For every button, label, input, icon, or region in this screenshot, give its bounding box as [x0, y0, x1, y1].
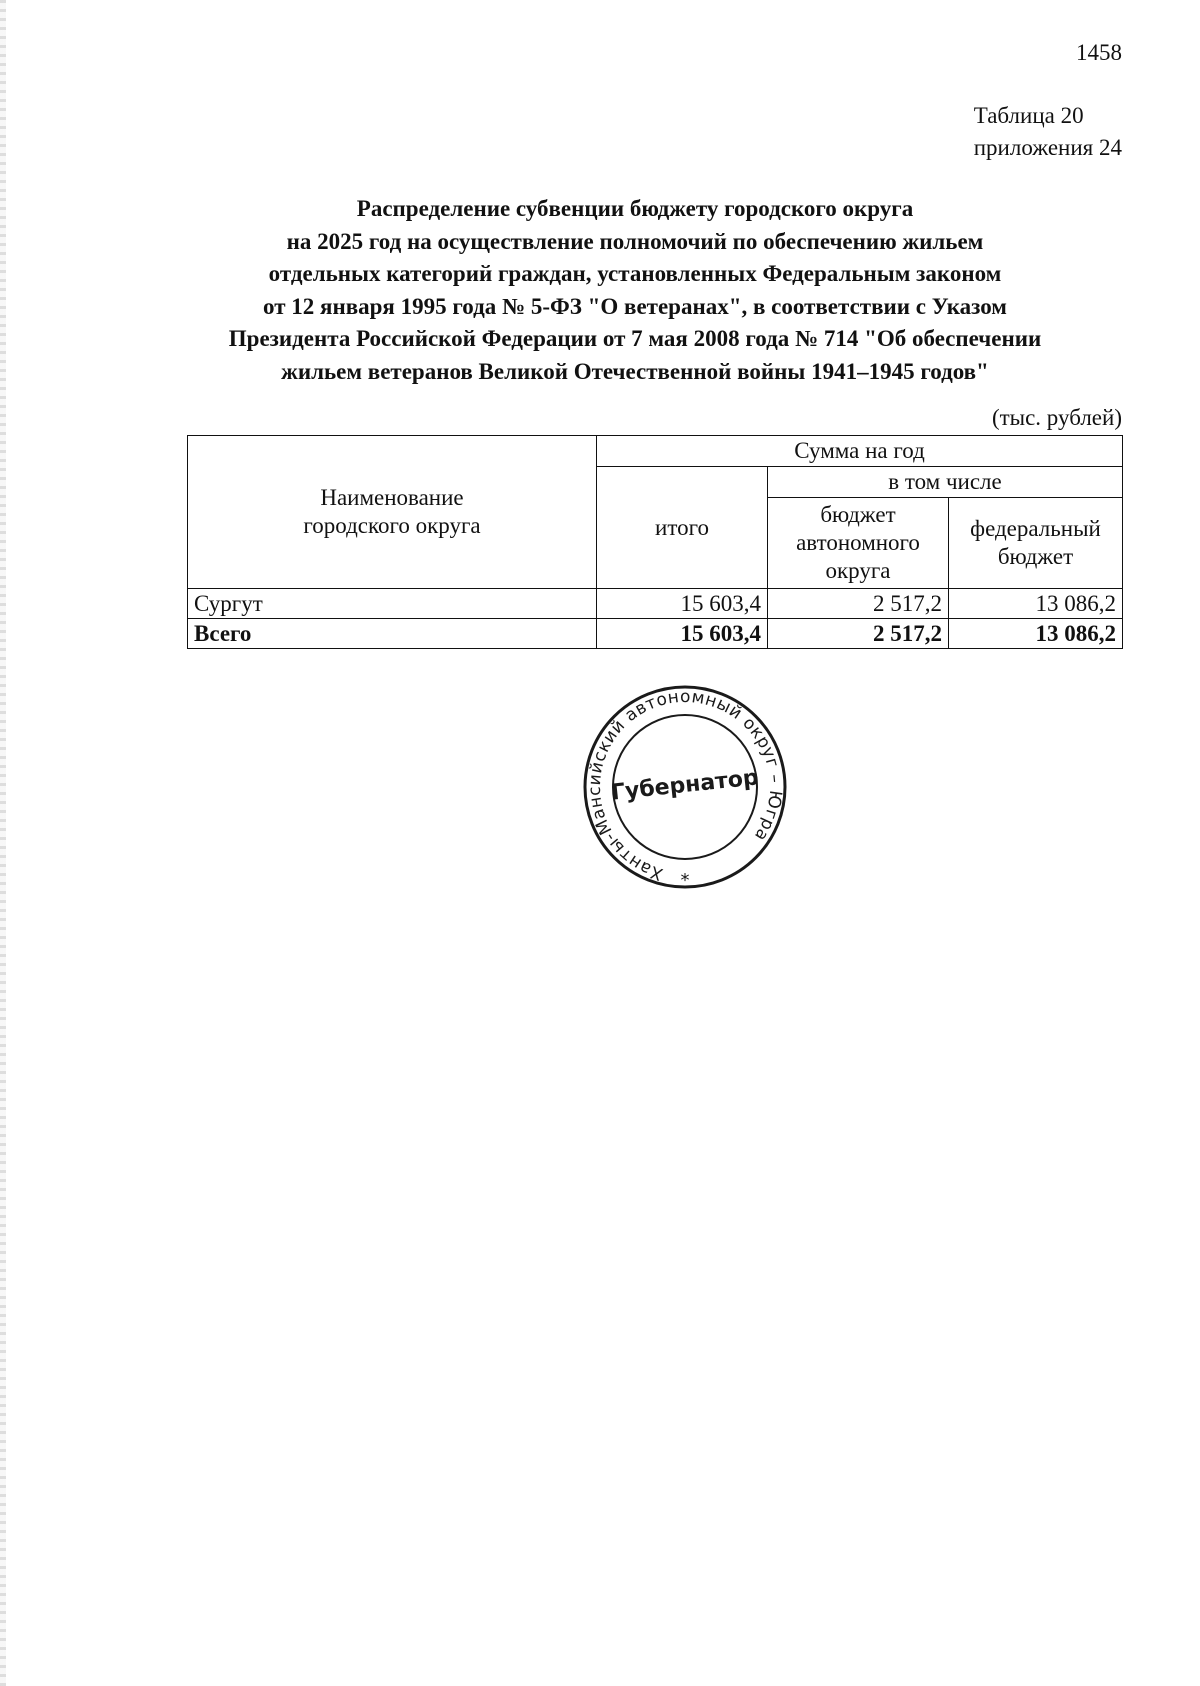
seal-center-text: Губернатор [609, 765, 760, 806]
subvention-table [187, 435, 1123, 649]
governor-seal [580, 680, 790, 900]
title-line: на 2025 год на осуществление полномочий по обеспечению жильем [286, 228, 984, 254]
title-line: отдельных категорий граждан, установленных Федеральным законом [268, 261, 1002, 286]
title-line: от 12 января 1995 года № 5-ФЗ "О ветеранах", в соответствии с Указом [263, 293, 1007, 319]
header-federal [949, 498, 1123, 589]
totals-ao-budget: 2 517,2 [768, 619, 949, 649]
header-ao-budget-line2: автономного [796, 530, 920, 555]
row-ao-budget: 2 517,2 [768, 589, 949, 619]
scan-edge [0, 0, 6, 1686]
seal-ring-text: Ханты-Мансийский автономный округ – Югра [584, 686, 786, 884]
table-reference-line1: Таблица 20 [973, 103, 1084, 128]
header-total: итого [597, 467, 768, 589]
units-label: (тыс. рублей) [991, 405, 1122, 430]
totals-federal: 13 086,2 [949, 619, 1123, 649]
document-title [150, 193, 1120, 388]
header-sum-per-year: Сумма на год [597, 436, 1123, 467]
title-line: Президента Российской Федерации от 7 мая 2008 года № 714 "Об обеспечении [228, 326, 1042, 351]
page-number: 1458 [1076, 40, 1122, 65]
header-name-line2: городского округа [303, 513, 481, 538]
row-federal: 13 086,2 [949, 589, 1123, 619]
totals-total: 15 603,4 [597, 619, 768, 649]
table-row [188, 589, 1123, 619]
header-name-line1: Наименование [320, 485, 464, 510]
header-federal-line1: федеральный [970, 516, 1101, 541]
row-name: Сургут [188, 589, 597, 619]
header-ao-budget-line1: бюджет [820, 502, 896, 527]
title-line: Распределение субвенции бюджету городского округа [356, 196, 914, 221]
totals-row [188, 619, 1123, 649]
totals-name: Всего [188, 619, 597, 649]
row-total: 15 603,4 [597, 589, 768, 619]
seal-star: * [680, 870, 690, 891]
header-including: в том числе [768, 467, 1123, 498]
header-federal-line2: бюджет [997, 544, 1074, 569]
header-name [188, 436, 597, 589]
table-reference-line2: приложения 24 [973, 135, 1122, 160]
header-ao-budget [768, 498, 949, 589]
seal-graphic [580, 680, 790, 900]
title-line: жильем ветеранов Великой Отечественной войны 1941–1945 годов" [281, 358, 989, 384]
table-reference [974, 100, 1122, 164]
header-ao-budget-line3: округа [825, 558, 891, 583]
